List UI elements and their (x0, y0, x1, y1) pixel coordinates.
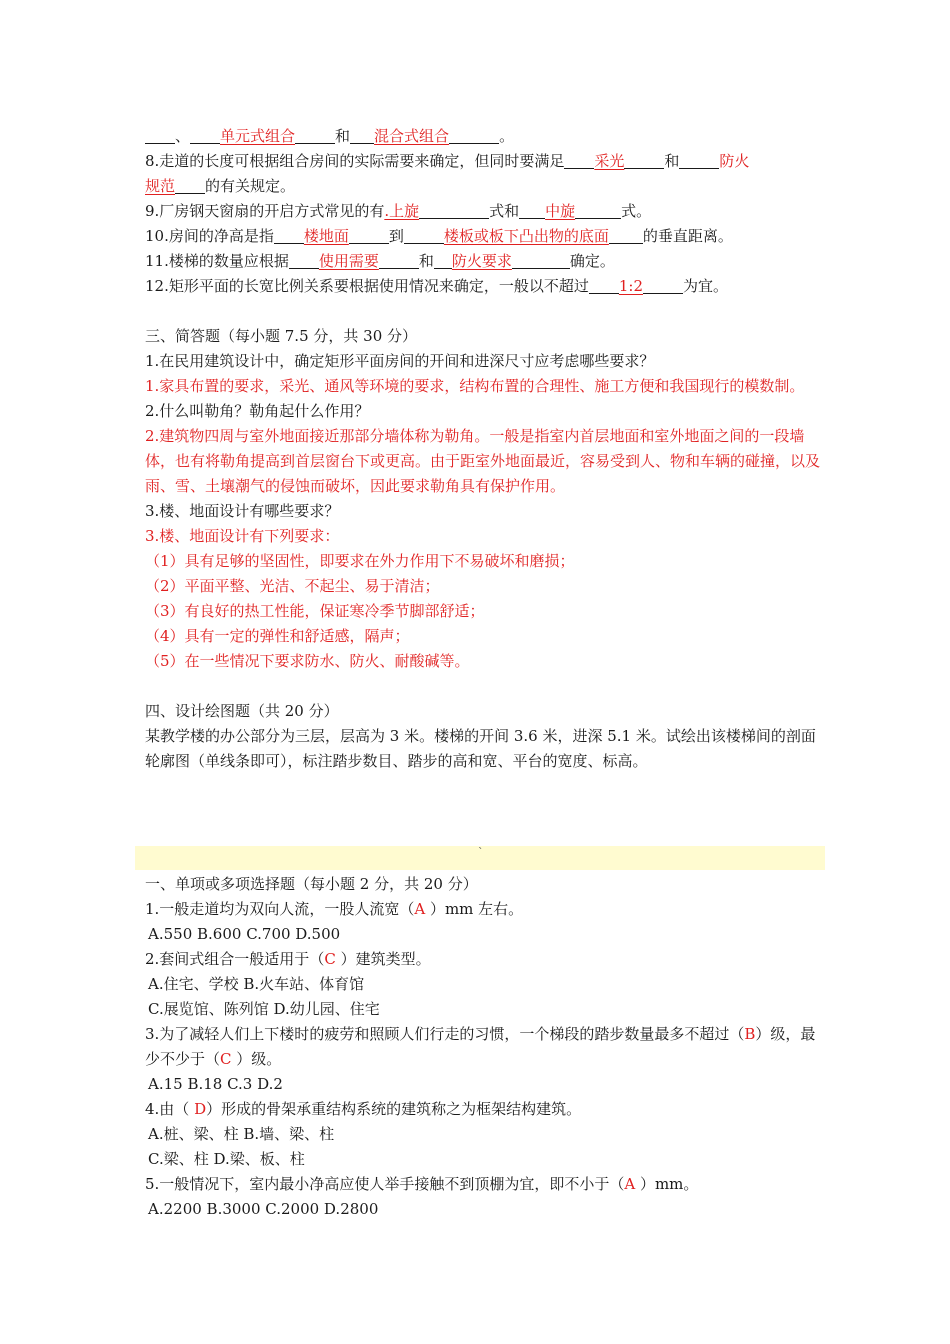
design-question: 某教学楼的办公部分为三层，层高为 3 米。楼梯的开间 3.6 米，进深 5.1 米。试绘出该楼梯间的剖面轮廓图（单线条即可），标注踏步数目、踏步的高和宽、平台的宽度、标高。 (145, 727, 816, 770)
answer-item: （5）在一些情况下要求防水、防火、耐酸碱等。 (145, 652, 470, 670)
answer: 中旋 (545, 202, 576, 220)
blank (609, 227, 643, 244)
blank (419, 202, 489, 219)
blank (564, 152, 594, 169)
blank (274, 227, 304, 244)
question-11: 11.楼梯的数量应根据 使用需要 和 防火要求 确定。 (145, 252, 615, 270)
blank (512, 252, 570, 269)
choice-section (145, 872, 825, 1222)
choice-question-3: 3.为了减轻人们上下楼时的疲劳和照顾人们行走的习惯，一个梯段的踏步数量最多不超过（B）级，最少不少于（C ）级。 (145, 1025, 816, 1068)
question-10: 10.房间的净高是指 楼地面 到 楼板或板下凸出物的底面 的垂直距离。 (145, 227, 733, 245)
blank (679, 152, 719, 169)
choice-options: A.2200 B.3000 C.2000 D.2800 (148, 1200, 379, 1218)
blank (379, 252, 419, 269)
short-answer-2: 2.建筑物四周与室外地面接近那部分墙体称为勒角。一般是指室内首层地面和室外地面之间的一段墙体，也有将勒角提高到首层窗台下或更高。由于距室外地面最近，容易受到人、物和车辆的碰撞，以及雨、雪、土壤潮气的侵蚀而破坏，因此要求勒角具有保护作用。 (145, 427, 821, 495)
question-8: 8.走道的长度可根据组合房间的实际需要来确定，但同时要满足 采光 和 防火 (145, 152, 750, 170)
blank (434, 252, 452, 269)
answer: 防火 (719, 152, 750, 170)
choice-question-4: 4.由（ D）形成的骨架承重结构系统的建筑称之为框架结构建筑。 (145, 1100, 582, 1118)
answer: 楼板或板下凸出物的底面 (443, 227, 609, 245)
blank (350, 127, 374, 144)
section-heading-design: 四、设计绘图题（共 20 分） (145, 702, 339, 720)
answer: 楼地面 (303, 227, 349, 245)
choice-question-1: 1.一般走道均为双向人流，一股人流宽（A ）mm 左右。 (145, 900, 524, 918)
answer: A (414, 900, 426, 918)
blank (575, 202, 621, 219)
short-answer-3: 3.楼、地面设计有下列要求： (145, 527, 340, 545)
answer: B (744, 1025, 756, 1043)
choice-options: A.住宅、学校 B.火车站、体育馆 (148, 975, 365, 993)
answer-item: （4）具有一定的弹性和舒适感，隔声； (145, 627, 410, 645)
answer: .上旋 (384, 202, 420, 220)
choice-options: C.展览馆、陈列馆 D.幼儿园、住宅 (148, 1000, 380, 1018)
blank (295, 127, 335, 144)
answer: C (220, 1050, 232, 1068)
answer: 使用需要 (318, 252, 379, 270)
answer: D (194, 1100, 207, 1118)
answer: 防火要求 (451, 252, 512, 270)
question-8-cont: 规范 的有关规定。 (145, 177, 296, 195)
section-heading-short-answer: 三、简答题（每小题 7.5 分，共 30 分） (145, 327, 418, 345)
answer: 单元式组合 (220, 127, 296, 145)
choice-options: C.梁、柱 D.梁、板、柱 (148, 1150, 305, 1168)
answer: 混合式组合 (374, 127, 450, 145)
blank (289, 252, 319, 269)
section-heading-choice: 一、单项或多项选择题（每小题 2 分，共 20 分） (145, 875, 478, 893)
choice-options: A.15 B.18 C.3 D.2 (148, 1075, 283, 1093)
blank (349, 227, 389, 244)
short-answer-1: 1.家具布置的要求，采光、通风等环境的要求，结构布置的合理性、施工方便和我国现行的模数制。 (145, 377, 805, 395)
fill-line-0: 、 单元式组合 和 混合式组合 。 (145, 124, 825, 149)
choice-options: A.桩、梁、柱 B.墙、梁、柱 (148, 1125, 335, 1143)
blank (175, 177, 205, 194)
short-question-1: 1.在民用建筑设计中，确定矩形平面房间的开间和进深尺寸应考虑哪些要求？ (145, 352, 655, 370)
question-9: 9.厂房钢天窗扇的开启方式常见的有.上旋 式和 中旋 式。 (145, 202, 652, 220)
answer: 采光 (594, 152, 625, 170)
answer-item: （1）具有足够的坚固性，即要求在外力作用下不易破坏和磨损； (145, 552, 575, 570)
blank (145, 127, 175, 144)
blank (589, 277, 619, 294)
question-12: 12.矩形平面的长宽比例关系要根据使用情况来确定，一般以不超过 1:2 为宜。 (145, 277, 729, 295)
answer: 1:2 (618, 277, 643, 295)
blank (190, 127, 220, 144)
choice-question-5: 5.一般情况下，室内最小净高应使人举手接触不到顶棚为宜，即不小于（A ）mm。 (145, 1175, 699, 1193)
blank (404, 227, 444, 244)
answer: C (324, 950, 336, 968)
document-body (145, 124, 825, 774)
choice-options: A.550 B.600 C.700 D.500 (148, 925, 341, 943)
answer-item: （3）有良好的热工性能，保证寒冷季节脚部舒适； (145, 602, 485, 620)
answer: 规范 (145, 177, 176, 195)
band-mark: ` (478, 846, 484, 859)
choice-question-2: 2.套间式组合一般适用于（C ）建筑类型。 (145, 950, 431, 968)
short-question-2: 2.什么叫勒角？勒角起什么作用？ (145, 402, 370, 420)
blank (624, 152, 664, 169)
blank (519, 202, 545, 219)
answer-item: （2）平面平整、光洁、不起尘、易于清洁； (145, 577, 440, 595)
blank (449, 127, 499, 144)
blank (643, 277, 683, 294)
short-question-3: 3.楼、地面设计有哪些要求？ (145, 502, 340, 520)
answer: A (624, 1175, 636, 1193)
